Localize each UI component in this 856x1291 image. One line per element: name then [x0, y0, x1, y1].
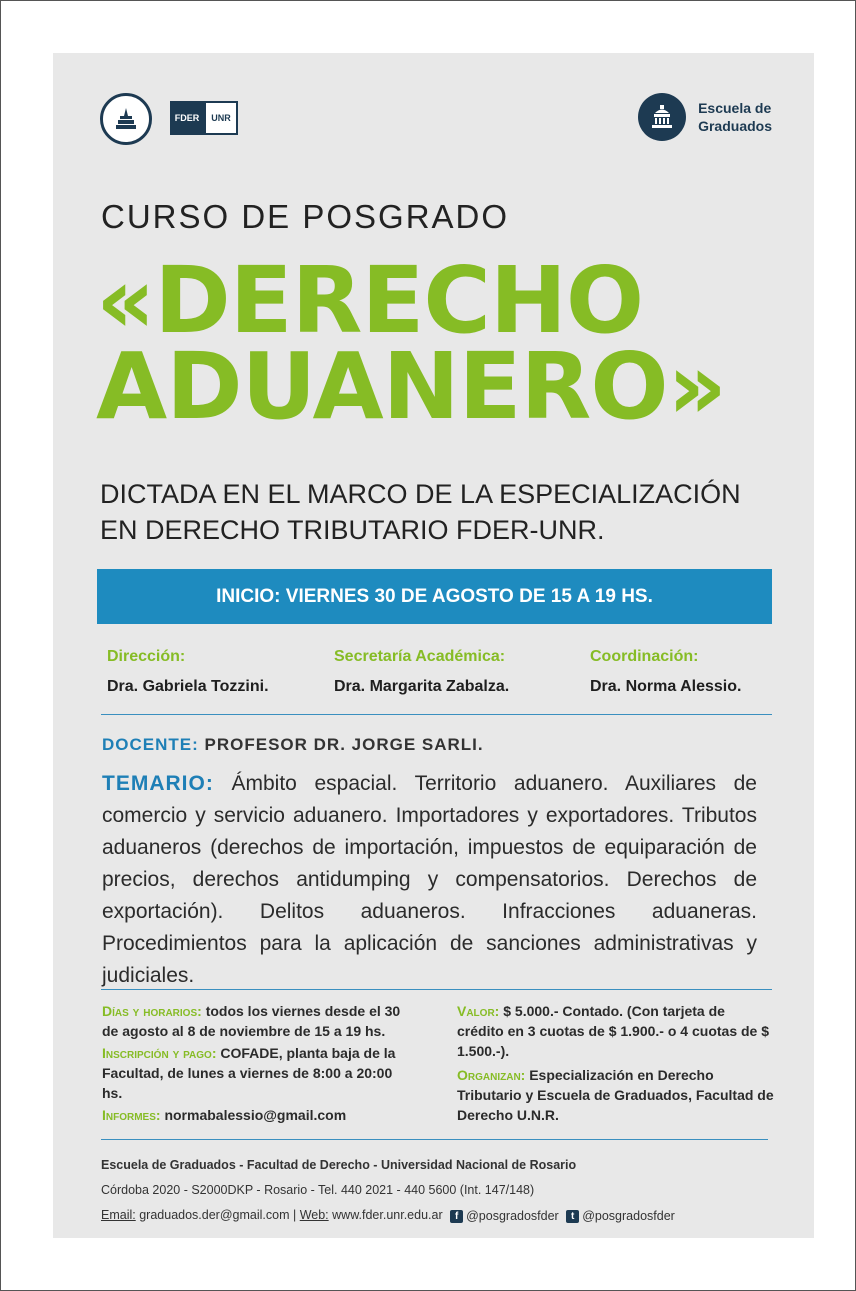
footer-web-link[interactable]: www.fder.unr.edu.ar — [332, 1208, 443, 1222]
poster — [53, 53, 814, 1238]
facebook-handle[interactable] — [450, 1204, 559, 1229]
temario-text: Ámbito espacial. Territorio aduanero. Auxiliares de comercio y servicio aduanero. Importadores y exportadores. Tributos aduaneros (derechos de importación, impuestos de equiparación de precios, derechos antidumping y compensatorios. Derechos de exportación). Delitos aduaneros. Infracciones aduaneras. Procedimientos para la aplicación de sanciones administrativas y judiciales. — [102, 772, 757, 987]
role-name: Dra. Gabriela Tozzini. — [107, 678, 269, 695]
info-left-column — [102, 1001, 414, 1127]
escuela-graduados-logo — [638, 93, 772, 141]
docente-label: DOCENTE: — [102, 735, 199, 754]
divider — [101, 989, 772, 990]
info-schedule — [102, 1001, 414, 1041]
school-name-line2: Graduados — [698, 118, 772, 134]
info-price — [457, 1001, 775, 1061]
tagline-line2: EN DERECHO TRIBUTARIO FDER-UNR. — [100, 515, 605, 545]
temario-paragraph — [102, 768, 757, 992]
twitter-text: @posgradosfder — [582, 1209, 675, 1223]
fder-unr-logo — [170, 101, 238, 135]
info-text: todos los viernes desde el 30 de agosto al 8 de noviembre de 15 a 19 hs. — [102, 1003, 401, 1039]
building-icon — [638, 93, 686, 141]
web-label: Web: — [299, 1208, 329, 1222]
course-title-line2: ADUANERO» — [96, 333, 726, 440]
divider — [101, 1139, 768, 1140]
footer-institution: Escuela de Graduados - Facultad de Derecho - Universidad Nacional de Rosario — [101, 1158, 577, 1172]
twitter-icon: t — [566, 1210, 579, 1223]
role-name: Dra. Margarita Zabalza. — [334, 678, 510, 695]
footer-address: Córdoba 2020 - S2000DKP - Rosario - Tel. 440 2021 - 440 5600 (Int. 147/148) — [101, 1183, 535, 1197]
facebook-text: @posgradosfder — [466, 1209, 559, 1223]
course-type: CURSO DE POSGRADO — [101, 198, 510, 235]
info-label: Organizan: — [457, 1067, 526, 1083]
facebook-icon: f — [450, 1210, 463, 1223]
docente-value: PROFESOR DR. JORGE SARLI. — [204, 735, 484, 754]
info-organizers — [457, 1065, 775, 1125]
info-label: Valor: — [457, 1003, 500, 1019]
tagline-line1: DICTADA EN EL MARCO DE LA ESPECIALIZACIÓN — [100, 479, 741, 509]
info-contact — [102, 1105, 414, 1125]
roles-row — [107, 648, 787, 696]
role-label: Coordinación: — [590, 648, 699, 665]
start-date-banner: INICIO: VIERNES 30 DE AGOSTO DE 15 A 19 HS. — [97, 569, 772, 624]
footer — [101, 1153, 772, 1229]
role-label: Dirección: — [107, 648, 186, 665]
role-coordinacion — [590, 648, 741, 696]
info-label: Informes: — [102, 1107, 161, 1123]
footer-email-link[interactable]: graduados.der@gmail.com — [139, 1208, 290, 1222]
course-title — [96, 247, 726, 440]
unr-seal-logo — [100, 93, 152, 145]
info-label: Inscripción y pago: — [102, 1045, 217, 1061]
info-label: Días y horarios: — [102, 1003, 202, 1019]
info-email[interactable]: normabalessio@gmail.com — [164, 1107, 347, 1123]
email-label: Email: — [101, 1208, 136, 1222]
school-name-line1: Escuela de — [698, 100, 772, 116]
role-direccion — [107, 648, 334, 696]
role-label: Secretaría Académica: — [334, 648, 506, 665]
divider — [101, 714, 772, 715]
info-registration — [102, 1043, 414, 1103]
fder-logo-box: FDER — [170, 101, 204, 135]
course-tagline — [100, 476, 780, 548]
separator: | — [292, 1208, 297, 1222]
info-right-column — [457, 1001, 775, 1127]
footer-contacts — [101, 1203, 772, 1229]
monument-icon — [111, 104, 141, 134]
info-text: Especialización en Derecho Tributario y Escuela de Graduados, Facultad de Derecho U.N.R. — [457, 1067, 774, 1123]
role-secretaria — [334, 648, 590, 696]
docente-line — [102, 735, 484, 755]
twitter-handle[interactable] — [566, 1204, 675, 1229]
role-name: Dra. Norma Alessio. — [590, 678, 742, 695]
info-text: $ 5.000.- Contado. (Con tarjeta de crédito en 3 cuotas de $ 1.900.- o 4 cuotas de $ 1.500.-). — [457, 1003, 770, 1059]
info-text: COFADE, planta baja de la Facultad, de lunes a viernes de 8:00 a 20:00 hs. — [102, 1045, 396, 1101]
unr-logo-box: UNR — [204, 101, 238, 135]
temario-label: TEMARIO: — [102, 772, 214, 795]
course-title-line1: «DERECHO — [96, 247, 644, 354]
